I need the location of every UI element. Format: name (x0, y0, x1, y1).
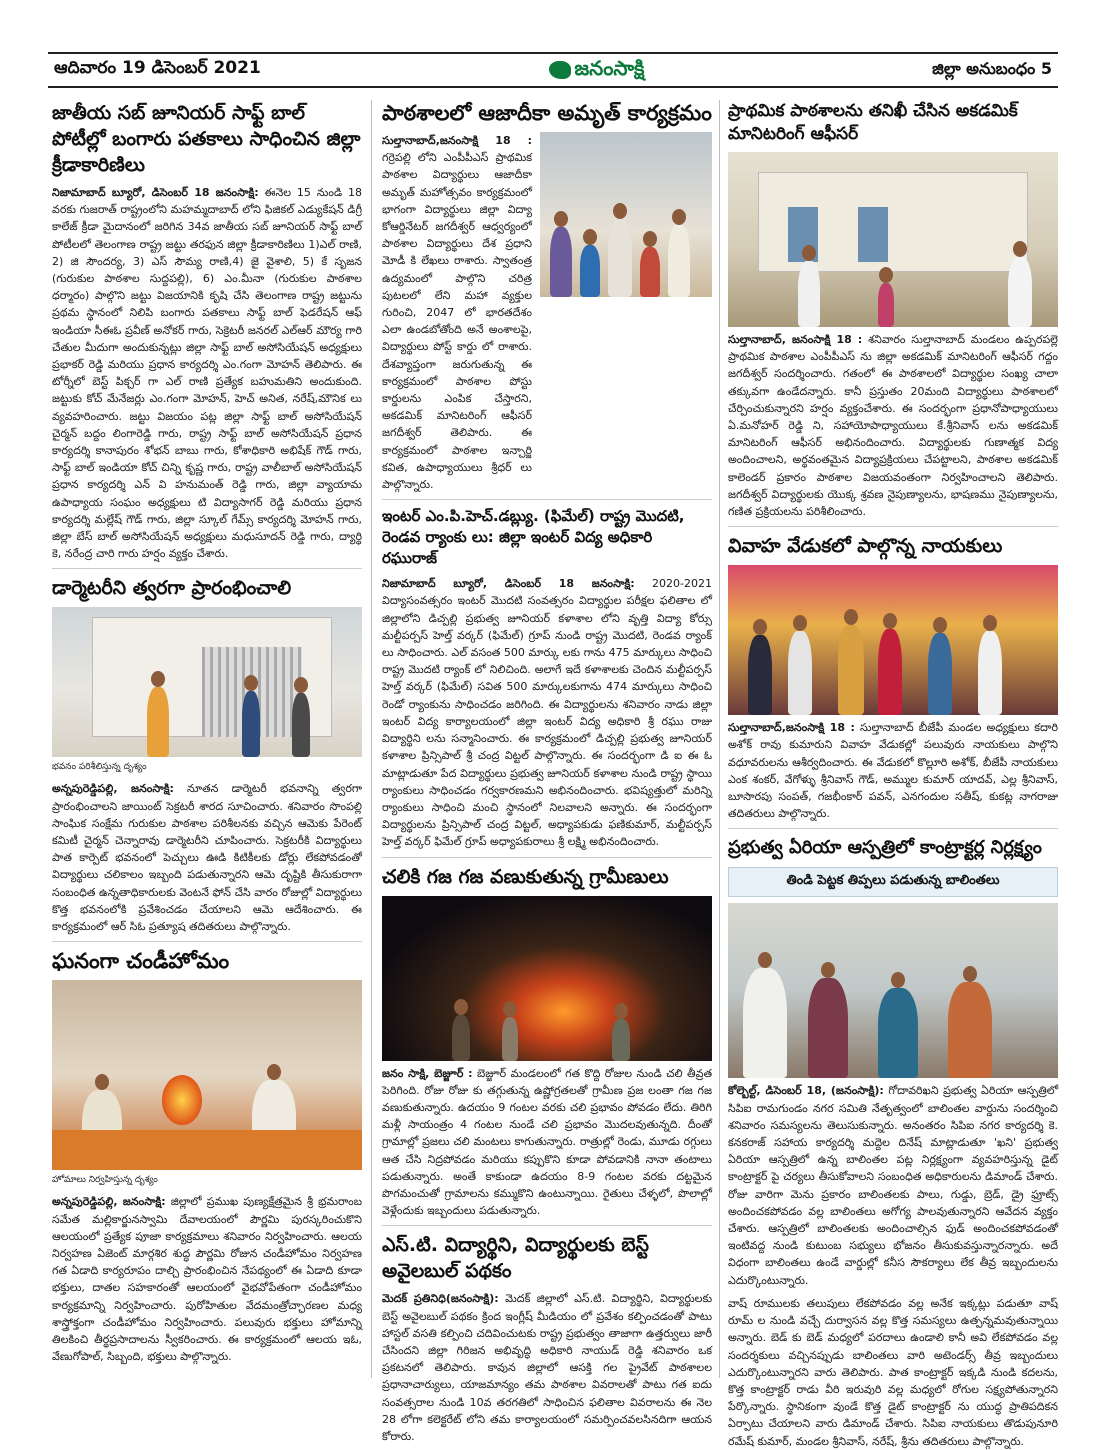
dateline: సుల్తానాబాద్,జనంసాక్షి 18 : (728, 721, 855, 735)
wedding-photo (728, 565, 1058, 715)
divider (52, 941, 362, 942)
article-headline: ఎస్.టి. విద్యార్థిని, విద్యార్థులకు బెస్ట్ అవైలబుల్ పథకం (382, 1234, 649, 1283)
dateline: అన్నపురెడ్డిపల్లి, జనంసాక్షి: (52, 782, 174, 796)
divider (728, 828, 1058, 829)
article-body (728, 331, 1058, 520)
article-body (382, 132, 532, 493)
article-body (382, 1065, 712, 1220)
page-number: 5 (1040, 58, 1052, 78)
article-body (52, 184, 362, 562)
article-headline: ఘనంగా చండీహోమం (52, 949, 230, 974)
article-headline: జాతీయ సబ్ జూనియర్ సాఫ్ట్ బాల్ పోటీల్లో బంగారు పతకాలు సాధించిన జిల్లా క్రీడాకారిణిలు (52, 102, 361, 176)
issue-date: ఆదివారం 19 డిసెంబర్ 2021 (54, 58, 261, 78)
newspaper-logo (549, 56, 645, 85)
dateline: అన్నపురెడ్డిపల్లి, జనంసాక్షి: (52, 1195, 166, 1209)
supplement-name: జిల్లా అనుబంధం (932, 58, 1036, 78)
article-text: మెదక్ జిల్లాలో ఎస్.టి. విద్యార్థిని, విద్యార్థులకు బెస్ట్ అవైలబుల్ పథకం క్రింద ఇంగ్లీష్ మీడియం లో ప్రవేశం కల్పించడంతో పాటు హాస్టల్ వసతి కల్పించి చదివించుటకు రాష్ట్ర ప్రభుత్వం తాజాగా ఉత్తర్వులు జారీ చేసిందని జిల్లా గిరిజన అభివృద్ధి అధికారి నాయుడ్ రెడ్డి శనివారం ఒక ప్రకటనలో తెలిపారు. కావున జిల్లాలో ఆసక్తి గల ప్రైవేట్ పాఠశాలల ప్రధానాచార్యులు, యాజమాన్యం తమ పాఠశాల వివరాలతో పాటు గత ఐదు సంవత్సరాల నుండి 10వ తరగతిలో సాధించిన ఫలితాల వివరాలను ఈ నెల 28 లోగా కలెక్టరేట్ లోని తమ కార్యాలయంలో సమర్పించవలసినదిగా ఆయన కోరారు. (382, 1292, 713, 1443)
column-divider (371, 100, 372, 1378)
supplement-label (932, 59, 1058, 82)
column-3 (728, 96, 1059, 1448)
column-1 (52, 96, 362, 1388)
article-body (728, 719, 1058, 822)
column-divider (719, 100, 720, 1378)
article-subheadline: తిండి పెట్టక తిప్పలు పడుతున్న బాలింతలు (728, 867, 1058, 897)
dateline: మెదక్ ప్రతినిధి(జనంసాక్షి): (382, 1292, 499, 1306)
logo-text: జనంసాక్షి (574, 55, 645, 80)
article-headline: ప్రాథమిక పాఠశాలను తనిఖీ చేసిన అకడమిక్ మానిటరింగ్ ఆఫీసర్ (728, 101, 1018, 144)
dateline: సుల్తానాబాద్, జనంసాక్షి 18 : (728, 333, 863, 346)
photo-caption: హోమాలు నిర్వహిస్తున్న దృశ్యం (52, 1175, 158, 1186)
article-headline: డార్మెటరీని త్వరగా ప్రారంభించాలి (52, 577, 292, 600)
article-text: జిల్లాలో ప్రముఖ పుణ్యక్షేత్రమైన శ్రీ భ్రమరాంబ సమేత మల్లికార్జునస్వామి దేవాలయంలో పౌర్ణమి పురస్కరించుకొని ఆలయంలో ప్రత్యేక పూజా కార్యక్రమాలు శనివారం నిర్వహించారు. ఆలయ నిర్వహణ ఏజెంట్ మార్గశిర శుద్ధ పౌర్ణమి రోజున చండీహోమం నిర్వహణ గత ఏడాది కార్యరూపం దాల్చి ప్రారంభించిన నేపథ్యంలో ఈ ఏడాది కూడా భక్తులు, దాతల సహకారంతో ఆలయంలో వైభవోపేతంగా చండీహోమం కార్యక్రమాన్ని నిర్వహించారు. పురోహితుల వేదమంత్రోచ్ఛారణల మధ్య శాస్త్రోక్తంగా చండీహోమం నిర్వహించారు. పలువురు భక్తులు హోమాన్ని తిలకించి తీర్థప్రసాదాలను స్వీకరించారు. ఈ కార్యక్రమంలో ఆలయ ఇఓ, వేణుగోపాల్, సిబ్బంది, భక్తులు పాల్గొన్నారు. (52, 1195, 362, 1364)
article-text: 2020-2021 విద్యాసంవత్సరం ఇంటర్ మొదటి సంవత్సరం విద్యార్థుల పరీక్షల ఫలితాల లో జిల్లాలోని డిచ్పల్లి ప్రభుత్వ జూనియర్ కళాశాల లోని వృత్తి విద్యా కోర్సు మల్టీపర్పస్ హెల్త్ వర్కర్ (ఫిమేల్) గ్రూప్ నుండి రాష్ట్ర మొదటి, రెండవ ర్యాంక్ లు సాధించారు. ఎల్ వసంత 500 మార్కు లకు గాను 475 మార్కులు సాధించి రాష్ట్ర మొదటి ర్యాంక్ లో నిలిచింది. అలాగే ఇదే కళాశాలకు చెందిన మల్టీపర్పస్ హెల్త్ వర్కర్ (ఫిమేల్) సవిత 500 మార్కులకుగాను 474 మార్కులు సాధించి రెండో ర్యాంకును సాధించడం జరిగింది. ఈ విద్యార్థులను శనివారం నాడు జిల్లా ఇంటర్ విద్య కార్యాలయంలో జిల్లా ఇంటర్ విద్య అధికారి శ్రీ రఘు రాజు విద్యార్థిని లను సన్మానించారు. ఈ కార్యక్రమంలో డిచ్పల్లి ప్రభుత్వ జూనియర్ కళాశాల ప్రిన్సిపాల్ శ్రీ చంద్ర విట్టల్ పాల్గొన్నారు. ఈ సందర్భంగా డి ఐ ఈ ఓ మాట్లాడుతూ పేద విద్యార్థులు ప్రభుత్వ జూనియర్ కళాశాల నుండి రాష్ట్ర స్థాయి ర్యాంకులు సాధించడం గర్వకారణమని అభినందించారు. భవిష్యత్తులో మరిన్ని ర్యాంకులు సాధించి మంచి స్థానంలో నిలవాలని అన్నారు. ఈ సందర్భంగా విద్యార్థులను ప్రిన్సిపాల్ చంద్ర విట్టల్, అధ్యాపకుడు ఫణికుమార్, మల్టీపర్పస్ హెల్త్ వర్కర్ ఫిమేల్ గ్రూప్ అధ్యాపకురాలు శ్రీ లక్ష్మి అభినందించారు. (382, 577, 712, 849)
dateline: కోల్బెల్ట్, డిసెంబర్ 18, (జనంసాక్షి): (728, 1084, 884, 1098)
article-headline: పాఠశాలలో ఆజాదీకా అమృత్ కార్యక్రమం (382, 101, 712, 125)
dateline: నిజామాబాద్ బ్యూరో, డిసెంబర్ 18 జనంసాక్షి: (52, 186, 259, 199)
article-headline: ప్రభుత్వ ఏరియా ఆస్పత్రిలో కాంట్రాక్టర్ల నిర్లక్ష్యం (728, 837, 1042, 859)
divider (382, 857, 712, 858)
article-body (382, 1290, 712, 1445)
divider (52, 568, 362, 569)
column-2 (382, 96, 713, 1443)
article-text: గోదావరిఖని ప్రభుత్వ ఏరియా ఆస్పత్రిలో సిపిఐ రామగుండం నగర సమితి నేతృత్వంలో బాలింతల వార్డును సందర్శించి శనివారం సమస్యలను తెలుసుకున్నారు. అనంతరం సిపిఐ నగర కార్యదర్శి కె. కనకరాజ్ సహాయ కార్యదర్శి మద్దెల దినేష్ మాట్లాడుతూ 'ఖని' ప్రభుత్వ ఏరియా ఆస్పత్రిలో ఉన్న బాలింతల పట్ల నిర్లక్ష్యంగా వ్యవహరిస్తున్న డైట్ కాంట్రాక్టర్ పై చర్యలు తీసుకోవాలని సంబంధిత అధికారులను డిమాండ్ చేశారు. రోజు వారిగా మెను ప్రకారం బాలింతలకు పాలు, గుడ్డు, బ్రెడ్, డ్రై ఫ్రూట్స్ అందించకపోవడం వల్ల బాలింతలు అగోగ్య పాలవుతున్నారని ఆవేదన వ్యక్తం చేశారు. ఆస్పత్రిలో బాలింతలకు అందించాల్సిన ఫుడ్ అందించకపోవడంతో ఇంటివద్ద నుండి కుటుంబ సభ్యులు భోజనం తీసుకువస్తున్నారన్నారు. అదే విధంగా బాలింతలు ఉండే వార్డుల్లో కనీస సౌకర్యాలు లేక తీవ్ర ఇబ్బందులను ఎదుర్కొంటున్నారు. (728, 1084, 1059, 1287)
article-text: ఈనెల 15 నుండి 18 వరకు గుజరాత్ రాష్ట్రంలోని మహమ్మదాబాద్ లోని ఫిజికల్ ఎడ్యుకేషన్ డిగ్రీ కాలేజ్ క్రీడా మైదానంలో జరిగిన 34వ జాతీయ సబ్ జూనియర్ సాఫ్ట్ బాల్ పోటీలలో తెలంగాణ రాష్ట్ర జట్టు తరఫున జిల్లా క్రీడాకారిణిలు 1)ఎల్ రాణి, 2) జి సౌందర్య, 3) ఎస్ సౌమ్య రాణి,4) జై వైశాలి, 5) కే సృజన (గురుకుల పాఠశాల సుద్దపల్లి), 6) ఎం.మీనా (గురుకుల పాఠశాల ధర్మారం) పాల్గొని జట్టు విజయానికి కృషి చేసి తెలంగాణ రాష్ట్ర జట్టును ప్రథమ స్థానంలో నిలిపి బంగారు పతకాలు సాఫ్ట్ బాల్ ఫెడరేషన్ ఆఫ్ ఇండియా సీఈఓ ప్రవీణ్ అనోకర్ గారు, సెక్రెటరీ జనరల్ ఎల్ఆర్ మౌర్య గారి చేతుల మీదుగా అందుకున్నట్లు జిల్లా సాఫ్ట్ బాల్ అసోసియేషన్ అధ్యక్షులు ప్రభాకర్ రెడ్డి మరియు ప్రధాన కార్యదర్శి ఎం.గంగా మోహన్ తెలిపారు. ఈ టోర్నీలో బెస్ట్ పిక్చర్ గా ఎల్ రాణి ప్రత్యేక బహుమతిని అందుకుంది. జట్టుకు కోచ్ మేనేజర్లు ఎం.గంగా మోహన్, హెచ్ అనిత, నరేష్,మౌనిక లు వ్యవహరించారు. జట్టు విజయం పట్ల జిల్లా సాఫ్ట్ బాల్ అసోసియేషన్ చైర్మన్ బద్దం లింగారెడ్డి గారు, రాష్ట్ర సాఫ్ట్ బాల్ అసోసియేషన్ ప్రధాన కార్యదర్శి కానాపురం శోభన్ బాబు గారు, కోశాధికారి అభిషేక్ గౌడ్ గారు, సాఫ్ట్ బాల్ ఇండియా కోచ్ చిన్ని కృష్ణ గారు, రాష్ట్ర వాలీబాల్ అసోసియేషన్ ప్రధాన కార్యదర్శి ఎన్ వి హనుమంత్ రెడ్డి గారు, జిల్లా వ్యాయామ ఉపాధ్యాయ సంఘం అధ్యక్షులు టి విద్యాసాగర్ రెడ్డి మరియు ప్రధాన కార్యదర్శి మల్లేష్ గౌడ్ గారు, జిల్లా స్కూల్ గేమ్స్ కార్యదర్శి మోహన్ గారు, జిల్లా బేస్ బాల్ అసోసియేషన్ అధ్యక్షులు మధుసూదన్ రెడ్డి గారు, ద్యార్థి కె, నరేంద్ర చారి గారు హర్షం వ్యక్తం చేశారు. (52, 186, 363, 561)
school-building-photo (728, 152, 1058, 327)
dateline: సుల్తానాబాద్,జనంసాక్షి 18 : (382, 134, 532, 147)
logo-leaf-icon (549, 61, 571, 79)
hospital-ward-photo (728, 903, 1058, 1078)
bonfire-photo (382, 896, 712, 1061)
article-with-photo (382, 132, 712, 493)
article-text: బెజ్జూర్ మండలంలో గత కొద్ది రోజుల నుండి చలి తీవ్రత పెరిగింది. రోజు రోజు కు తగ్గుతున్న ఉష్ణోగ్రతలతో గ్రామీణ ప్రజ లంతా గజ గజ వణుకుతున్నారు. ఉదయం 9 గంటల వరకు చలి ప్రభావం పోవడం లేదు. తిరిగి మళ్లీ సాయంత్రం 4 గంటల నుండే చలి ప్రభావం మొదలవుతున్నది. దీంతో గ్రామాల్లో ప్రజలు చలి మంటలు కాగుతున్నారు. రాత్రుల్లో రెండు, మూడు రగ్గులు ఆత చేసి నిద్రపోవడం మరియు కప్పుకొని కూడా పోవడానికి నానా తంటాలు పడుతున్నారు. అంతే కాకుండా ఉదయం 8-9 గంటల వరకు దట్టమైన పొగమంచుతో గ్రామాలను కమ్ముకొని ఉంటున్నాయి. రైతులు చేళ్ళలో, పొలాల్లో వెళ్లేందుకు ఇబ్బందులు పడుతున్నారు. (382, 1066, 713, 1218)
masthead (48, 52, 1058, 88)
article-headline: వివాహ వేడుకలో పాల్గొన్న నాయకులు (728, 535, 1003, 558)
article-body (382, 575, 712, 850)
article-body (728, 1082, 1058, 1288)
article-headline: చలికి గజ గజ వణుకుతున్న గ్రామీణులు (382, 865, 669, 888)
article-body (52, 1193, 362, 1365)
article-body-continued: వాష్ రూములకు తలుపులు లేకపోవడం వల్ల అనేక ఇక్కట్లు పడుతూ వాష్ రూమ్ ల నుండి వచ్చే దుర్వాసన వల్ల కొత్త సమస్యలు ఉత్పన్నమవుతున్నాయి అన్నారు. బెడ్ కు బెడ్ మధ్యలో పరదాలు ఉండాలి కానీ అవి లేకపోవడం వల్ల సందర్శకులు వచ్చినప్పుడు బాలింతలు వారి అటెండర్స్ తీవ్ర ఇబ్బందులు ఎదుర్కొంటున్నారని వారు తెలిపారు. పాత కాంట్రాక్టర్ ఇక్కడి నుండి కదలను, కొత్త కాంట్రాక్టర్ రాడు వీరి ఇరువురి వల్ల మధ్యలో రోగుల సక్ష్యపోతున్నారని పేర్కొన్నారు. స్థానికంగా వుండే కొత్త డైట్ కాంట్రాక్టర్ ను యుద్ధ ప్రాతిపదికన ఏర్పాటు చేయాలని వారు డిమాండ్ చేశారు. సిపిఐ నాయకులు తొడుపునూరి రమేష్ కుమార్, మండల శ్రీనివాస్, నరేష్, శ్రీను తదితరులు పాల్గొన్నారు. (728, 1296, 1058, 1448)
divider (382, 499, 712, 500)
article-headline: ఇంటర్ ఎం.పి.హెచ్.డబ్ల్యు. (ఫిమేల్) రాష్ట్ర మొదటి, రెండవ ర్యాంకు లు: జిల్లా ఇంటర్ విద్య అధికారి రఘురాజ్ (382, 507, 685, 568)
photo-caption: భవనం పరిశీలిస్తున్న దృశ్యం (52, 762, 147, 773)
article-text: గర్రెపల్లి లోని ఎంపీపీఎస్ ప్రాథమిక పాఠశాల విద్యార్థులు ఆజాదీకా అమృత్ మహోత్సవం కార్యక్రమంలో భాగంగా విద్యార్థులు జిల్లా విద్యా కోఆర్డినేటర్ జగదీశ్వర్ ఆధ్వర్యంలో పాఠశాల విద్యార్థులు దేశ ప్రధాని మోడీ కి లేఖలు రాశారు. స్వాతంత్ర ఉద్యమంలో పాల్గొని చరిత్ర పుటలలో లేని మహా వ్యక్తుల గురించి, 2047 లో భారతదేశం ఎలా ఉండబోతోంది అనే అంశాలపై, విద్యార్థులు పోస్ట్ కార్డు లో రాశారు. దేశవ్యాప్తంగా జరుగుతున్న ఈ కార్యక్రమంలో పాఠశాల పోస్టు కార్డులను ఎంపిక చేస్తారని, అకడమిక్ మానిటరింగ్ ఆఫీసర్ జగదీశ్వర్ తెలిపారు. ఈ కార్యక్రమంలో పాఠశాల ఇన్చార్జి కవిత, ఉపాధ్యాయులు శ్రీధర్ లు పాల్గొన్నారు. (382, 151, 532, 492)
article-text: శనివారం సుల్తానాబాద్ మండలం ఉప్పరపల్లె ప్రాథమిక పాఠశాల ఎంపీపీఎస్ ను జిల్లా అకడమిక్ మానిటరింగ్ ఆఫీసర్ గద్దం జగదీశ్వర్ సందర్శించారు. గతంలో ఈ పాఠశాలలో విద్యార్థుల సంఖ్య చాలా తక్కువగా ఉండేదన్నారు. కానీ ప్రస్తుతం 20మంది విద్యార్థులు పాఠశాలలో చేర్పించుకున్నారని హర్షం వ్యక్తంచేశారు. ఈ సందర్భంగా ప్రధానోపాధ్యాయులు ఏ.మనోహర్ రెడ్డి ని, సహాయోపాధ్యాయులు కే.శ్రీనివాస్ లను అకడమిక్ మానిటరింగ్ ఆఫీసర్ అభినందించారు. విద్యార్థులకు గుణాత్మక విద్య అందించాలని, అర్థవంతమైన విద్యాప్రక్రియలు చేపట్టాలని, పాఠశాల అకడమిక్ కాలెండర్ ప్రకారం పాఠశాల విజయవంతంగా నిర్వహించాలని తెలిపారు. జగదీశ్వర్ విద్యార్థులకు యొక్క శ్రవణ నైపుణ్యాలను, భాషణము నైపుణ్యాలను, గణిత ప్రక్రియలను పరిశీలించారు. (728, 333, 1058, 519)
dateline: జనం సాక్షి, బెజ్జూర్ : (382, 1066, 473, 1080)
article-text: సుల్తానాబాద్ బీజేపీ మండల అధ్యక్షులు కదారి అశోక్ రావు కుమారుని వివాహ వేడుకల్లో పలువురు నాయకులు పాల్గొని వధూవరులను ఆశీర్వదించారు. ఈ వేడుకలో కొల్లూరి అశోక్, బీజేపీ నాయకులు ఎంక శంకర్, వేగోళ్ళు శ్రీనివాస్ గౌడ్, అమ్ముల కుమార్ యాదవ్, ఎల్ల శ్రీనివాస్, బూసారపు సంపత్, గజభీంకార్ పవన్, ఎనగందుల సతీష్, కుకట్ల నాగరాజు తదితరులు పాల్గొన్నారు. (728, 721, 1058, 821)
divider (382, 1225, 712, 1226)
school-students-photo (540, 132, 712, 297)
article-text: నూతన డార్మెటరీ భవనాన్ని త్వరగా ప్రారంభించాలని జాయింట్ సెక్రటరీ శారద సూచించారు. శనివారం సొంపల్లి సాంఘిక సంక్షేమ గురుకుల పాఠశాల పరిశీలనకు వచ్చిన ఆమెకు పేరెంట్ కమిటీ చైర్మన్ చెన్నారావు డార్మెటరీని చూపించారు. సెక్రటరీకి విద్యార్థులు పాత కార్పెట్ భవనంలో పెచ్చులు ఊడి కిటికీలకు డోర్లు లేకపోవడంతో విద్యార్థులు చలికాలం ఇబ్బంది పడుతున్నారని ఆమె దృష్టికి తీసుకురాగా సంబంధిత ఉన్నతాధికారులకు వెంటనే ఫోన్ చేసి వారం రోజుల్లో విద్యార్థులు కొత్త భవనంలోకి ప్రవేశించడం చేయాలని ఆమె ఆదేశించారు. ఈ కార్యక్రమంలో ఆర్ సిఓ ప్రత్యూష తదితరులు పాల్గొన్నారు. (52, 782, 362, 934)
article-body (52, 780, 362, 935)
homam-photo (52, 980, 362, 1170)
dormitory-photo (52, 607, 362, 757)
dateline: నిజామాబాద్ బ్యూరో, డిసెంబర్ 18 జనంసాక్షి: (382, 577, 635, 591)
divider (728, 526, 1058, 527)
